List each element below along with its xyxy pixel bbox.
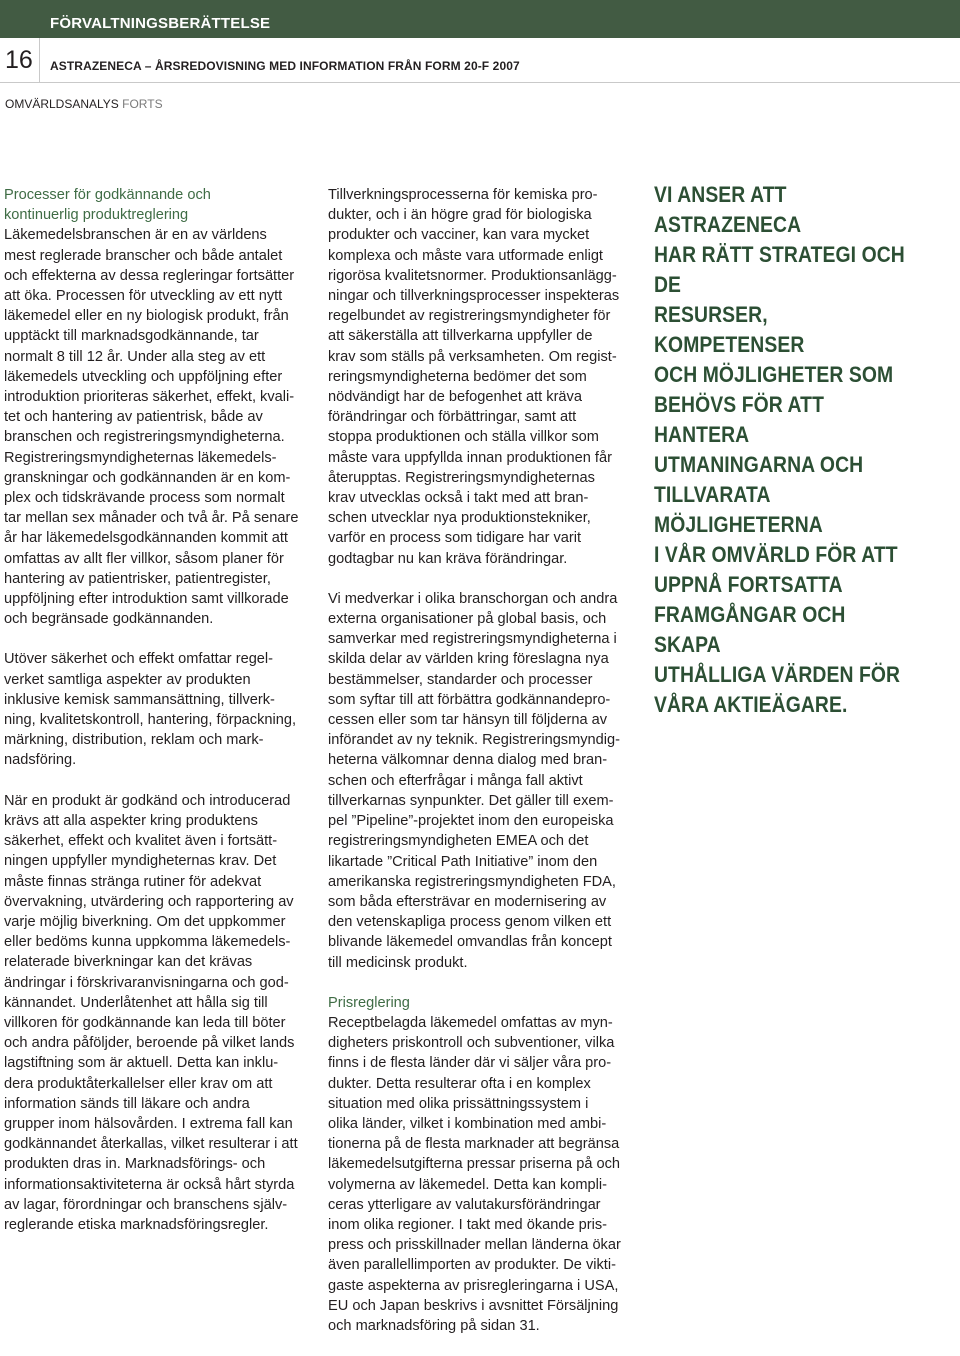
pull-quote: VI ANSER ATT ASTRAZENECA HAR RÄTT STRATEGI OCH DE RESURSER, KOMPETENSER OCH MÖJLIGHETER SOM BEHÖVS FÖR ATT HANTERA UTMANINGARNA OCH TILLVARATA MÖJLIGHETERNA I VÅR OMVÄRLD FÖR ATT UPPNÅ FORTSATTA FRAMGÅNGAR OCH SKAPA UTHÅLLIGA VÄRDEN FÖR VÅRA AKTIEÄGARE. xyxy=(654,182,905,717)
page-header xyxy=(0,38,960,83)
document-title: ASTRAZENECA – ÅRSREDOVISNING MED INFORMATION FRÅN FORM 20-F 2007 xyxy=(50,59,520,73)
pricing-heading: Prisreglering xyxy=(328,994,410,1011)
paragraph: Utöver säkerhet och effekt omfattar regel- verket samtliga aspekter av produkten inklusive kemisk sammansättning, tillverk- ning, kvalitetskontroll, hantering, förpackning, märkning, distribution, reklam och mark- nadsföring. xyxy=(4,651,297,769)
breadcrumb-main: OMVÄRLDSANALYS xyxy=(5,97,119,111)
paragraph: Läkemedelsbranschen är en av världens mest reglerade branscher och både antalet och effekterna av dessa regleringar fortsätter att öka. Processen för utveckling av ett nytt läkemedel eller en ny biologisk produkt, från upptäckt till marknadsgodkännande, tar normalt 8 till 12 år. Under alla steg av ett läkemedels utveckling och uppföljning efter introduktion prioriteras säkerhet, effekt, kvali- tet och hantering av patientrisk, både av branschen och registreringsmyndigheterna. Registreringsmyndigheternas läkemedels- granskningar och godkännanden är en kom- plex och tidskrävande process som normalt tar mellan sex månader och två år. På senare år har läkemedelsgodkännanden kommit att omfattas av allt fler villkor, såsom planer för hantering av patientrisker, patientregister, uppföljning efter introduktion samt villkorade och begränsade godkännanden. xyxy=(4,227,299,628)
paragraph: När en produkt är godkänd och introducerad krävs att alla aspekter kring produktens säkerhet, effekt och kvalitet även i fortsätt- ningen uppfyller myndigheternas krav. Det måste finnas stränga rutiner för adekvat övervakning, utvärdering och rapportering av varje möjlig biverkning. Om det uppkommer eller bedöms kunna uppkomma läkemedels- relaterade biverkningar kan det krävas ändringar i förskrivaranvisningarna och god- kännandet. Underlåtenhet att hålla sig till villkoren för godkännande kan leda till böter och andra påföljder, beroende på vilket lands lagstiftning som är aktuell. Detta kan inklu- dera produktåterkallelser eller krav om att information sänds till läkare och andra grupper inom hälsovården. I extrema fall kan godkännandet återkallas, vilket resulterar i att produkten dras in. Marknadsförings- och informationsaktiviteterna är också hårt styrda av lagar, förordningar och branschens själv- reglerande etiska marknadsföringsregler. xyxy=(4,792,298,1233)
text-column-1 xyxy=(4,185,309,1255)
section-title: FÖRVALTNINGSBERÄTTELSE xyxy=(50,15,271,32)
breadcrumb-sub: FORTS xyxy=(118,97,163,111)
section-header-bar xyxy=(0,0,960,38)
paragraph: Tillverkningsprocesserna för kemiska pro- dukter, och i än högre grad för biologiska produkter och vacciner, kan vara mycket komplexa och måste vara utformade enligt rigorösa kvalitetsnormer. Produktionsanlägg- ningar och tillverkningsprocesser inspekteras regelbundet av registreringsmyndigheter för att säkerställa att tillverkarna uppfyller de krav som ställs på verksamheten. Om regist- reringsmyndigheterna bedömer det som nödvändigt har de befogenhet att kräva förändringar och förbättringar, samt att stoppa produktionen och ställa villkor som måste vara uppfyllda innan produktionen får återupptas. Registreringsmyndigheternas krav utvecklas också i takt med att bran- schen utvecklar nya produktionstekniker, varför en process som tidigare har varit godtagbar nu kan kräva förändringar. xyxy=(328,187,620,567)
page-number: 16 xyxy=(5,46,33,74)
header-divider xyxy=(39,38,40,82)
paragraph: Vi medverkar i olika branschorgan och andra externa organisationer på global basis, och samverkar med registreringsmyndigheterna i skilda delar av världen kring föreslagna nya bestämmelser, standarder och processer som syftar till att förbättra godkännandepro- cessen eller som tar hänsyn till följderna av införandet av ny teknik. Registreringsmyndig- heterna välkomnar denna dialog med bran- schen och efterfrågar i många fall aktivt tillverkarnas synpunkter. Det gäller till exem- pel ”Pipeline”-projektet inom den europeiska registreringsmyndigheten EMEA och det likartade ”Critical Path Initiative” inom den amerikanska registreringsmyndigheten FDA, som båda eftersträvar en modernisering av den vetenskapliga process genom vilken ett blivande läkemedel omvandlas från koncept till medicinsk produkt. xyxy=(328,590,621,971)
section-heading: Processer för godkännande och kontinuerlig produktreglering xyxy=(4,187,211,224)
text-column-2 xyxy=(328,185,638,1356)
breadcrumb xyxy=(5,97,163,111)
paragraph: Receptbelagda läkemedel omfattas av myn- digheters priskontroll och subventioner, vilka finns i de flesta länder där vi säljer våra pro- dukter. Detta resulterar ofta i en komplex situation med olika prissättningssystem i olika länder, vilket i kombination med ambi- tionerna på de flesta marknader att begränsa läkemedelsutgifterna pressar priserna på och volymerna av läkemedel. Detta kan kompli- ceras ytterligare av valutakursförändringar inom olika regioner. I takt med ökande pris- press och prisskillnader mellan länderna ökar även parallellimporten av produkter. De vikti- gaste aspekterna av prisregleringarna i USA, EU och Japan beskrivs i avsnittet Försäljning och marknadsföring på sidan 31. xyxy=(328,1014,621,1334)
